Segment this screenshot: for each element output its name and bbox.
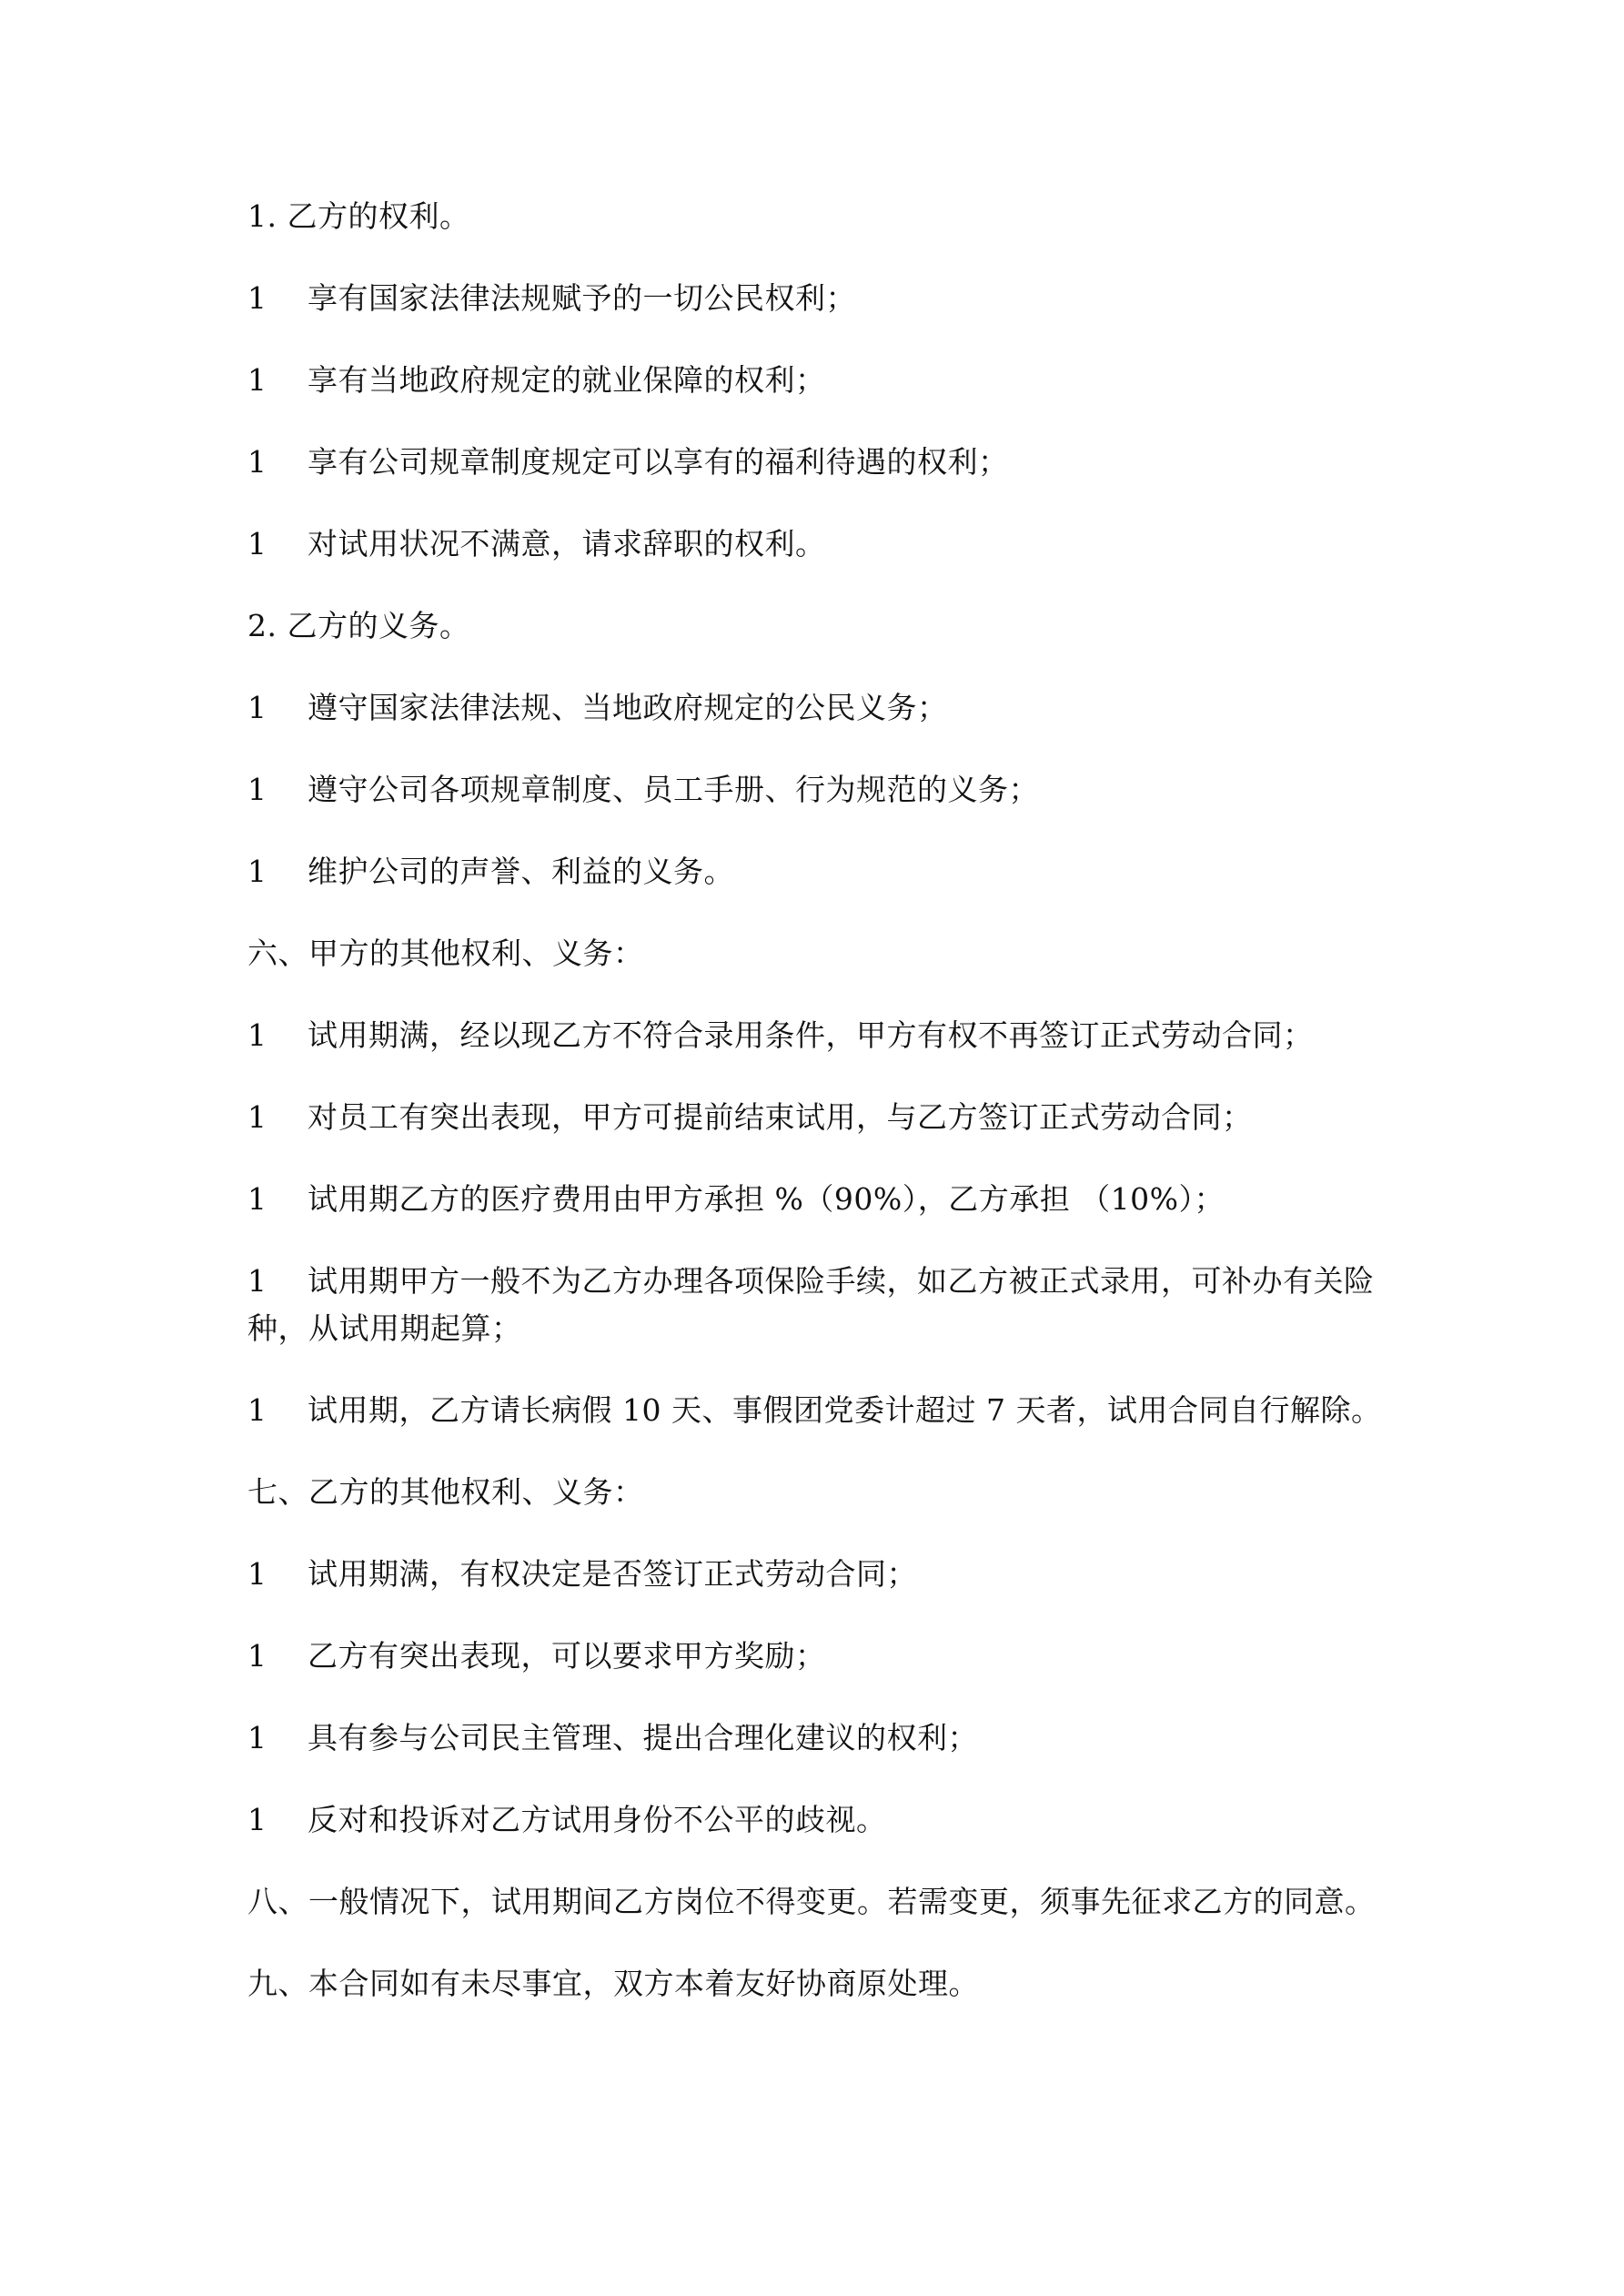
list-item xyxy=(247,439,1394,486)
paragraph-text: 试用期乙方的医疗费用由甲方承担 %（90%），乙方承担 （10%）； xyxy=(308,1181,1226,1217)
list-item xyxy=(247,1387,1394,1434)
paragraph-text: 试用期满，经以现乙方不符合录用条件，甲方有权不再签订正式劳动合同； xyxy=(308,1017,1314,1053)
paragraph-text: 维护公司的声誉、利益的义务。 xyxy=(308,854,734,889)
bullet-marker: 1 xyxy=(247,1802,267,1837)
section-heading xyxy=(247,602,1394,650)
paragraph-text: 享有当地政府规定的就业保障的权利； xyxy=(308,362,826,398)
paragraph-text: 九、本合同如有未尽事宜，双方本着友好协商原处理。 xyxy=(247,1966,979,2001)
list-item xyxy=(247,521,1394,568)
section-heading xyxy=(247,1469,1394,1516)
bullet-marker: 1 xyxy=(247,280,267,316)
section-heading xyxy=(247,1878,1394,1926)
list-item xyxy=(247,1796,1394,1844)
paragraph-text: 试用期，乙方请长病假 10 天、事假团党委计超过 7 天者，试用合同自行解除。 xyxy=(308,1392,1382,1428)
paragraph-text: 具有参与公司民主管理、提出合理化建议的权利； xyxy=(308,1720,978,1755)
bullet-marker: 1 xyxy=(247,444,267,480)
list-item xyxy=(247,1176,1394,1223)
bullet-marker: 1 xyxy=(247,1638,267,1674)
list-item xyxy=(247,1714,1394,1762)
bullet-marker: 1 xyxy=(247,1720,267,1755)
bullet-marker: 1 xyxy=(247,690,267,725)
paragraph-text: 1. 乙方的权利。 xyxy=(247,198,470,234)
list-item xyxy=(247,1094,1394,1141)
bullet-marker: 1 xyxy=(247,1017,267,1053)
paragraph-text: 对试用状况不满意，请求辞职的权利。 xyxy=(308,526,826,561)
paragraph-text: 八、一般情况下，试用期间乙方岗位不得变更。若需变更，须事先征求乙方的同意。 xyxy=(247,1884,1376,1919)
list-item xyxy=(247,275,1394,322)
paragraph-text: 七、乙方的其他权利、义务： xyxy=(247,1474,644,1510)
paragraph-text: 反对和投诉对乙方试用身份不公平的歧视。 xyxy=(308,1802,887,1837)
paragraph-text: 享有国家法律法规赋予的一切公民权利； xyxy=(308,280,856,316)
list-item xyxy=(247,684,1394,732)
bullet-marker: 1 xyxy=(247,772,267,807)
paragraph-text: 乙方有突出表现，可以要求甲方奖励； xyxy=(308,1638,826,1674)
bullet-marker: 1 xyxy=(247,1263,267,1299)
paragraph-text: 对员工有突出表现，甲方可提前结束试用，与乙方签订正式劳动合同； xyxy=(308,1099,1253,1135)
paragraph-text: 六、甲方的其他权利、义务： xyxy=(247,936,644,971)
paragraph-text: 试用期甲方一般不为乙方办理各项保险手续，如乙方被正式录用，可补办有关险种，从试用期起算； xyxy=(247,1263,1375,1346)
bullet-marker: 1 xyxy=(247,1099,267,1135)
list-item xyxy=(247,766,1394,814)
bullet-marker: 1 xyxy=(247,362,267,398)
document-body xyxy=(247,193,1394,2042)
paragraph-text: 享有公司规章制度规定可以享有的福利待遇的权利； xyxy=(308,444,1009,480)
section-heading xyxy=(247,930,1394,977)
list-item xyxy=(247,357,1394,404)
bullet-marker: 1 xyxy=(247,1392,267,1428)
bullet-marker: 1 xyxy=(247,1556,267,1592)
paragraph-text: 2. 乙方的义务。 xyxy=(247,608,470,643)
section-heading xyxy=(247,193,1394,240)
list-item xyxy=(247,1258,1394,1352)
bullet-marker: 1 xyxy=(247,854,267,889)
list-item xyxy=(247,848,1394,895)
list-item xyxy=(247,1633,1394,1680)
list-item xyxy=(247,1551,1394,1598)
list-item xyxy=(247,1012,1394,1059)
paragraph-text: 遵守国家法律法规、当地政府规定的公民义务； xyxy=(308,690,948,725)
section-heading xyxy=(247,1960,1394,2008)
bullet-marker: 1 xyxy=(247,1181,267,1217)
paragraph-text: 遵守公司各项规章制度、员工手册、行为规范的义务； xyxy=(308,772,1039,807)
paragraph-text: 试用期满，有权决定是否签订正式劳动合同； xyxy=(308,1556,917,1592)
bullet-marker: 1 xyxy=(247,526,267,561)
